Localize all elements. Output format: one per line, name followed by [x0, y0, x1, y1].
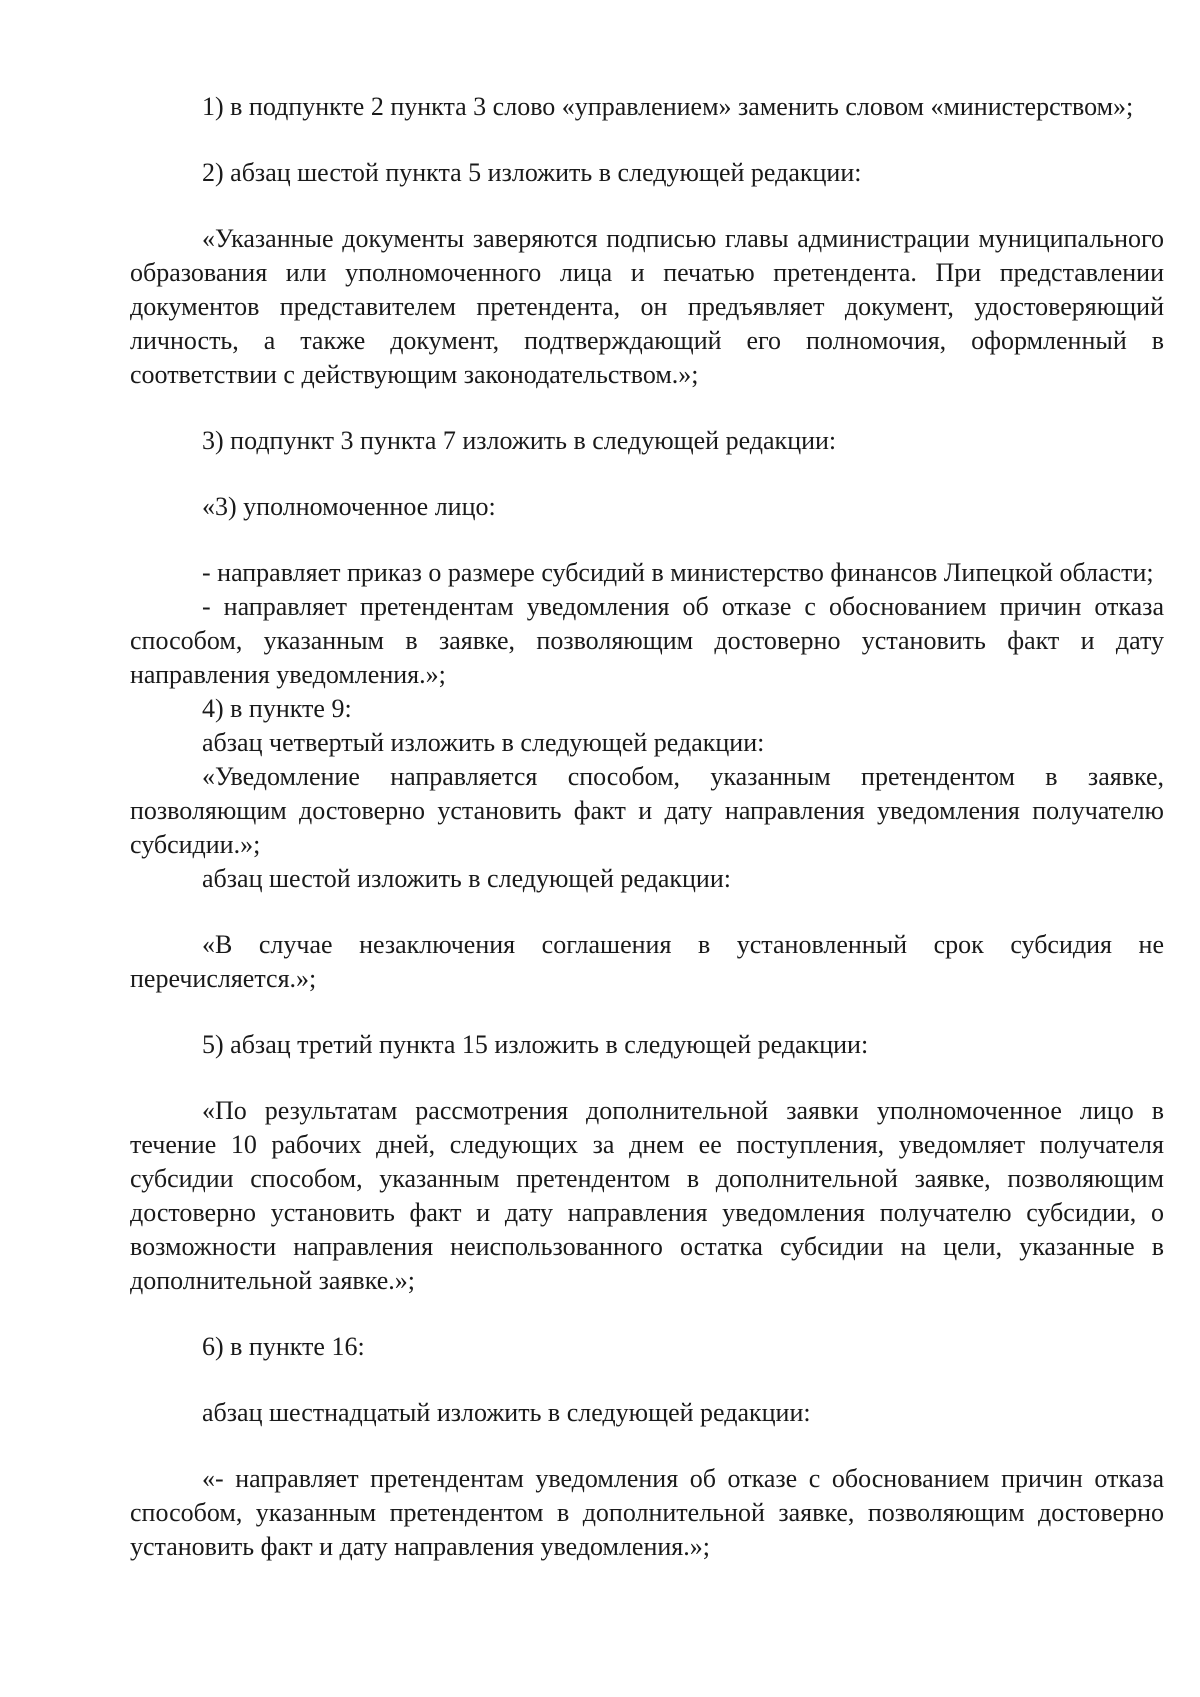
paragraph-4: 3) подпункт 3 пункта 7 изложить в следующей редакции:: [202, 426, 837, 455]
paragraph-16: абзац шестнадцатый изложить в следующей редакции:: [202, 1398, 811, 1427]
paragraph-6: - направляет приказ о размере субсидий в министерство финансов Липецкой области;: [202, 558, 1154, 587]
paragraph-2: 2) абзац шестой пункта 5 изложить в следующей редакции:: [202, 158, 862, 187]
paragraph-15: 6) в пункте 16:: [202, 1332, 365, 1361]
paragraph-1: 1) в подпункте 2 пункта 3 слово «управлением» заменить словом «министерством»;: [202, 92, 1134, 121]
paragraph-3: «Указанные документы заверяются подписью главы администрации муниципального образования или уполномоченного лица и печатью претендента. При представлении документов представителем претендента, он предъявляет документ, удостоверяющий личность, а также документ, подтверждающий его полномочия, оформленный в соответствии с действующим законодательством.»;: [130, 224, 1164, 389]
paragraph-5: «3) уполномоченное лицо:: [202, 492, 496, 521]
paragraph-13: 5) абзац третий пункта 15 изложить в следующей редакции:: [202, 1030, 869, 1059]
paragraph-14: «По результатам рассмотрения дополнительной заявки уполномоченное лицо в течение 10 рабочих дней, следующих за днем ее поступления, уведомляет получателя субсидии способом, указанным претендентом в дополнительной заявке, позволяющим достоверно установить факт и дату направления уведомления получателю субсидии, о возможности направления неиспользованного остатка субсидии на цели, указанные в дополнительной заявке.»;: [130, 1096, 1164, 1295]
paragraph-7: - направляет претендентам уведомления об отказе с обоснованием причин отказа способом, указанным в заявке, позволяющим достоверно установить факт и дату направления уведомления.»;: [130, 592, 1164, 689]
paragraph-17: «- направляет претендентам уведомления об отказе с обоснованием причин отказа способом, указанным претендентом в дополнительной заявке, позволяющим достоверно установить факт и дату направления уведомления.»;: [130, 1464, 1164, 1561]
paragraph-8: 4) в пункте 9:: [202, 694, 352, 723]
paragraph-10: «Уведомление направляется способом, указанным претендентом в заявке, позволяющим достоверно установить факт и дату направления уведомления получателю субсидии.»;: [130, 762, 1164, 859]
paragraph-12: «В случае незаключения соглашения в установленный срок субсидия не перечисляется.»;: [130, 930, 1164, 993]
paragraph-11: абзац шестой изложить в следующей редакции:: [202, 864, 731, 893]
paragraph-9: абзац четвертый изложить в следующей редакции:: [202, 728, 765, 757]
